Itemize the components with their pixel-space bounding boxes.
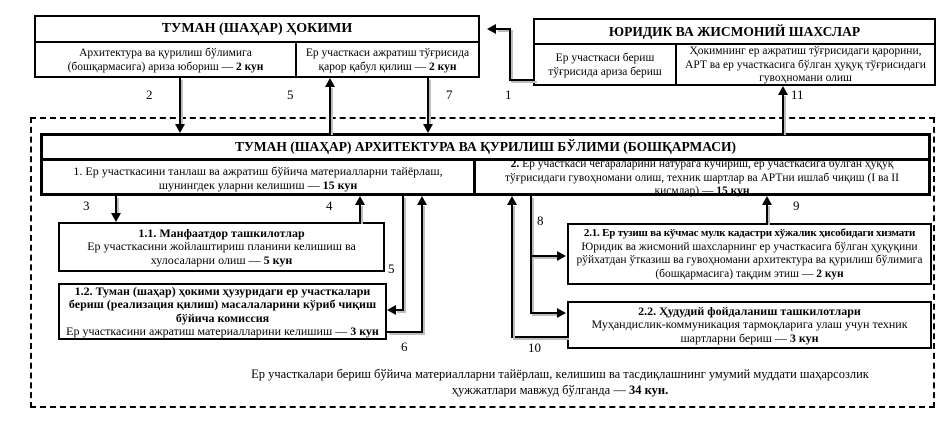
arrow-8-line-b bbox=[530, 255, 558, 257]
arrow-10-line-a bbox=[511, 336, 567, 338]
step-label-10: 10 bbox=[528, 340, 541, 355]
arrow-11-head-icon bbox=[778, 86, 788, 95]
step-label-4: 4 bbox=[326, 198, 333, 213]
step-label-3: 3 bbox=[83, 198, 90, 213]
arrow-3-line bbox=[115, 196, 117, 214]
arrow-5b-line-b bbox=[395, 309, 404, 311]
step-label-2: 2 bbox=[146, 87, 153, 102]
arrow-4-line bbox=[359, 204, 361, 222]
step-label-8: 8 bbox=[537, 213, 544, 228]
kadastr-xizmati-box bbox=[567, 223, 932, 285]
arrow-1-line-b bbox=[509, 28, 511, 81]
arrow-4-head-icon bbox=[355, 196, 365, 205]
arrow-8-line-c bbox=[530, 312, 558, 314]
arrow-9-line bbox=[766, 204, 768, 223]
arxitektura-cell-2: 2. Ер участкаси чегараларини натурага кўчириш, ер участкасига бўлган ҳуқуқ тўғрисидаги гувоҳномани олиш, техник шартлар ва АРТни ишлаб чиқиш (I ва II қисмлар) — 15 кун bbox=[505, 158, 899, 198]
hokim-cell-ariza: Архитектура ва қурилиш бўлимига (бошқармасига) ариза юбориш — 2 кун bbox=[67, 47, 264, 73]
arrow-8b-head-icon bbox=[557, 308, 566, 318]
arrow-8-head-icon bbox=[557, 251, 566, 261]
box-1-1-title: 1.1. Манфаатдор ташкилотлар bbox=[138, 225, 305, 240]
step-label-5-top: 5 bbox=[287, 87, 294, 102]
box-2-1-title: 2.1. Ер тузиш ва кўчмас мулк кадастри хўжалик ҳисобидаги хизмати bbox=[583, 227, 916, 239]
box-1-1-text: Ер участкасини жойлаштириш планини келишиш ва хулосаларни олиш — 5 кун bbox=[87, 239, 356, 267]
shaxslar-cell-olish: Ҳокимнинг ер ажратиш тўғрисидаги қарорини, АРТ ва ер участкасига бўлган ҳуқуқ тўғрисидаги гувоҳномани олиш bbox=[675, 45, 934, 86]
box-1-2-title: 1.2. Туман (шаҳар) ҳокими ҳузуридаги ер участкалари бериш (реализация қилиш) масалаларини кўриб чиқиш бўйича комиссия bbox=[68, 283, 377, 325]
step-label-11: 11 bbox=[791, 87, 804, 102]
manfaatdor-tashkilotlar-box bbox=[58, 222, 385, 272]
hokim-box bbox=[34, 15, 480, 78]
komissiya-box bbox=[58, 283, 387, 340]
step-label-5-mid: 5 bbox=[388, 261, 395, 276]
shaxslar-title: ЮРИДИК ВА ЖИСМОНИЙ ШАХСЛАР bbox=[535, 20, 934, 45]
arrow-5-head-icon bbox=[325, 78, 335, 87]
arxitektura-box bbox=[40, 133, 931, 196]
shaxslar-box bbox=[533, 18, 936, 86]
arrow-10-head-icon bbox=[507, 196, 517, 205]
step-label-9: 9 bbox=[793, 198, 800, 213]
arrow-2-head-icon bbox=[175, 124, 185, 133]
arrow-5b-line-a bbox=[402, 196, 404, 311]
arrow-5-line bbox=[329, 86, 331, 133]
arxitektura-cell-1: 1. Ер участкасини танлаш ва ажратиш бўйича материалларни тайёрлаш, шунингдек уларни келишиш — 15 кун bbox=[43, 161, 476, 196]
arrow-1-line-c bbox=[509, 79, 535, 81]
box-1-2-text: Ер участкасини ажратиш материалларини келишиш — 3 кун bbox=[66, 324, 379, 338]
arrow-6-line-a bbox=[387, 331, 423, 333]
arrow-2-line bbox=[179, 78, 181, 125]
step-label-1: 1 bbox=[505, 87, 512, 102]
arrow-5b-head-icon bbox=[387, 305, 396, 315]
arrow-6-line-b bbox=[421, 204, 423, 333]
arrow-6-head-icon bbox=[417, 196, 427, 205]
hokim-title: ТУМАН (ШАҲАР) ҲОКИМИ bbox=[36, 17, 478, 43]
arrow-7-head-icon bbox=[423, 124, 433, 133]
arrow-3-head-icon bbox=[111, 213, 121, 222]
step-label-7: 7 bbox=[446, 87, 453, 102]
arrow-1-head-icon bbox=[487, 24, 496, 34]
arxitektura-title: ТУМАН (ШАҲАР) АРХИТЕКТУРА ВА ҚУРИЛИШ БЎЛИМИ (БОШҚАРМАСИ) bbox=[43, 136, 928, 161]
shaxslar-cell-ariza: Ер участкаси бериш тўғрисида ариза бериш bbox=[548, 52, 662, 78]
box-2-2-title: 2.2. Ҳудудий фойдаланиш ташкилотлари bbox=[638, 303, 861, 318]
hududiy-tashkilotlar-box bbox=[567, 301, 932, 349]
hokim-cell-qaror: Ер участкаси ажратиш тўғрисида қарор қабул қилиш — 2 кун bbox=[295, 43, 478, 78]
step-label-6: 6 bbox=[401, 339, 408, 354]
arrow-7-line bbox=[427, 78, 429, 125]
box-2-2-text: Муҳандислик-коммуникация тармоқларига улаш учун техник шартларни бериш — 3 кун bbox=[591, 317, 908, 345]
box-2-1-text: Юридик ва жисмоний шахсларнинг ер участкасига бўлган ҳуқуқини рўйхатдан ўтказиш ва гувоҳномани архитектура ва қурилиш бўлимига (бошқармасига) тақдим этиш — 2 кун bbox=[576, 240, 923, 280]
arrow-11-line bbox=[782, 94, 784, 133]
arrow-10-line-b bbox=[511, 204, 513, 338]
summary-text: Ер участкалари бериш бўйича материалларни тайёрлаш, келишиш ва тасдиқлашнинг умумий муддати шаҳарсозлик ҳужжатлари мавжуд бўлганда — 34 кун. bbox=[251, 367, 869, 397]
arrow-9-head-icon bbox=[762, 196, 772, 205]
